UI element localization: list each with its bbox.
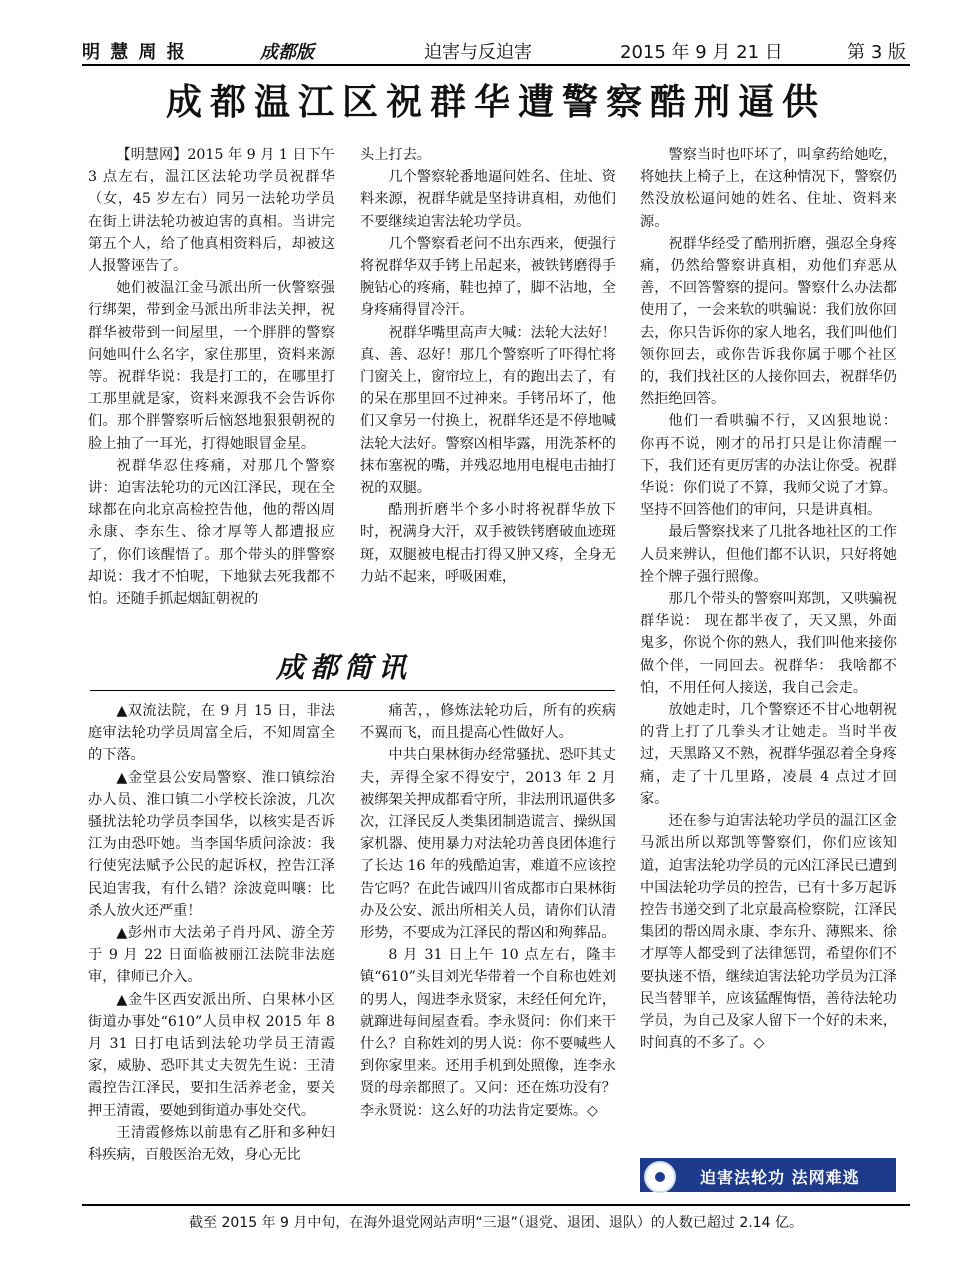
- briefs-divider: [90, 690, 615, 691]
- emblem-icon: [644, 1161, 676, 1193]
- article-paragraph: 几个警察看老问不出东西来，便强行将祝群华双手铐上吊起来，被铁铐磨得手腕钻心的疼痛，鞋也掉了，脚不沾地，全身疼痛得冒冷汗。: [360, 235, 616, 319]
- paper-name: 明 慧 周 报: [82, 42, 187, 63]
- article-title: 成都温江区祝群华遭警察酷刑逼供: [165, 82, 826, 123]
- article-paragraph: 最后警察找来了几批各地社区的工作人员来辨认，但他们都不认识，只好将她拴个牌子强行照像。: [640, 524, 897, 585]
- article-paragraph: 几个警察轮番地逼问姓名、住址、资料来源，祝群华就是坚持讲真相，劝他们不要继续迫害法轮功学员。: [360, 169, 616, 230]
- brief-paragraph: ▲双流法院，在 9 月 15 日，非法庭审法轮功学员周富全后，不知周富全的下落。: [88, 703, 335, 764]
- article-paragraph: 【明慧网】2015 年 9 月 1 日下午 3 点左右，温江区法轮功学员祝群华（女，45 岁左右）同另一法轮功学员在街上讲法轮功被迫害的真相。当讲完第五个人，给了他真相资料后，却被这人报警诬告了。: [88, 147, 335, 275]
- brief-paragraph: 中共白果林街办经常骚扰、恐吓其丈夫，弄得全家不得安宁，2013 年 2 月被绑架关押成都看守所，非法刑讯逼供多次，江泽民反人类集团制造谎言、操纵国家机器、使用暴力对法轮功善良团体進行了长达 16 年的残酷迫害，难道不应该控告它吗？在此告诫四川省成都市白果林街办及公安、派出所相关人员，请你们认清形势，不要成为江泽民的帮凶和殉葬品。: [360, 747, 616, 942]
- edition-label: 成都版: [260, 42, 314, 63]
- section-label: 迫害与反迫害: [424, 42, 532, 63]
- briefs-title: 成都简讯: [276, 651, 413, 684]
- article-paragraph: 祝群华经受了酷刑折磨，强忍全身疼痛，仍然给警察讲真相，劝他们弃恶从善，不回答警察的提问。警察什么办法都使用了，一会来软的哄骗说：我们放你回去，你只告诉你的家人地名，我们叫他们领你回去，或你告诉我你属于哪个社区的，我们找社区的人接你回去，祝群华仍然拒绝回答。: [640, 235, 897, 408]
- article-column-1: [88, 144, 335, 644]
- footer-rule: [82, 1204, 910, 1206]
- article-paragraph: 祝群华忍住疼痛，对那几个警察讲：迫害法轮功的元凶江泽民，现在全球都在向北京高检控告他，他的帮凶周永康、李东生、徐才厚等人都遭报应了，你们该醒悟了。那个带头的胖警察却说：我才不怕呢，下地狱去死我都不怕。还随手抓起烟缸朝祝的: [88, 457, 335, 608]
- article-paragraph: 警察当时也吓坏了，叫拿药给她吃，将她扶上椅子上，在这种情况下，警察仍然没放松逼问她的姓名、住址、资料来源。: [640, 147, 897, 230]
- footer-note: 截至 2015 年 9 月中旬，在海外退党网站声明“三退”（退党、退团、退队）的人数已超过 2.14 亿。: [189, 1215, 803, 1231]
- brief-paragraph: 8 月 31 日上午 10 点左右，隆丰镇“610”头目刘光华带着一个自称也姓刘的男人，闯进李永贤家，未经任何允许，就蹿进每间屋查看。李永贤问：你们来干什么？自称姓刘的男人说：你不要喊些人到你家里来。还用手机到处照像，连李永贤的母亲都照了。又问：还在炼功没有？李永贤说：这么好的功法肯定要炼。◇: [360, 947, 616, 1119]
- page-number: 第 3 版: [847, 42, 906, 63]
- article-paragraph: 放她走时，几个警察还不甘心地朝祝的背上打了几拳头才让她走。当时半夜过，天黑路又不熟，祝群华强忍着全身疼痛，走了十几里路，凌晨 4 点过才回家。: [640, 702, 897, 807]
- slogan-banner: [640, 1158, 896, 1192]
- article-paragraph: 那几个带头的警察叫郑凯，又哄骗祝群华说： 现在都半夜了，天又黑，外面鬼多，你说个你的熟人，我们叫他来接你做个伴，一同回去。祝群华： 我啥都不怕，不用任何人接送，我自己会走。: [640, 591, 897, 696]
- article-paragraph: 他们一看哄骗不行，又凶狠地说： 你再不说，刚才的吊打只是让你清醒一下，我们还有更厉害的办法让你受。祝群华说：你们说了不算，我师父说了才算。坚持不回答他们的审问，只是讲真相。: [640, 413, 897, 519]
- brief-paragraph: ▲金堂县公安局警察、淮口镇综治办人员、淮口镇二小学校长涂波，几次骚扰法轮功学员李国华，以核实是否诉江为由恐吓她。当李国华质问涂波：我行使宪法赋予公民的起诉权，控告江泽民迫害我，有什么错？涂波竟叫嚷：比杀人放火还严重！: [88, 769, 335, 919]
- page-header: [82, 34, 910, 66]
- article-paragraph: 还在参与迫害法轮功学员的温江区金马派出所以郑凯等警察们，你们应该知道，迫害法轮功学员的元凶江泽民已遭到中国法轮功学员的控告，已有十多万起诉控告书递交到了北京最高检察院，江泽民集团的帮凶周永康、李东升、薄熙来、徐才厚等人都受到了法律惩罚，希望你们不要执迷不悟，继续迫害法轮功学员为江泽民当替罪羊，应该猛醒悔悟，善待法轮功学员，为自己及家人留下一个好的未来，时间真的不多了。◇: [640, 813, 897, 1052]
- brief-paragraph: 王清霞修炼以前患有乙肝和多种妇科疾病，百般医治无效，身心无比: [88, 1124, 335, 1164]
- briefs-column-1: [88, 700, 335, 1195]
- article-paragraph: 酷刑折磨半个多小时将祝群华放下时，祝满身大汗，双手被铁铐磨破血迹斑斑，双腿被电棍击打得又肿又疼，全身无力站不起来，呼吸困难，: [360, 502, 616, 585]
- article-paragraph: 头上打去。: [360, 147, 431, 163]
- issue-date: 2015 年 9 月 21 日: [620, 42, 783, 63]
- article-paragraph: 祝群华嘴里高声大喊：法轮大法好！真、善、忍好！那几个警察听了吓得忙将门窗关上，窗帘垃上，有的跑出去了，有的呆在那里回不过神来。手铐吊坏了，他们又拿另一付换上，祝群华还是不停地喊法轮大法好。警察凶相毕露，用洗茶杯的抹布塞祝的嘴，并残忍地用电棍电击抽打祝的双腿。: [360, 324, 616, 497]
- article-paragraph: 她们被温江金马派出所一伙警察强行绑架，带到金马派出所非法关押，祝群华被带到一间屋里，一个胖胖的警察问她叫什么名字，家住那里，资料来源等。祝群华说：我是打工的，在哪里打工那里就是家，资料来源我不会告诉你们。那个胖警察听后恼怒地狠狠朝祝的脸上抽了一耳光，打得她眼冒金星。: [88, 280, 335, 452]
- brief-paragraph: ▲彭州市大法弟子肖丹风、游全芳于 9 月 22 日面临被丽江法院非法庭审，律师已介入。: [88, 925, 335, 986]
- article-column-2: [360, 144, 616, 644]
- brief-paragraph: ▲金牛区西安派出所、白果林小区街道办事处“610”人员申权 2015 年 8 月 31 日打电话到法轮功学员王清霞家，威胁、恐吓其丈夫贺先生说：王清霞控告江泽民，要扣生活养老金，要关押王清霞，要她到街道办事处交代。: [88, 991, 335, 1119]
- briefs-column-2: [360, 700, 616, 1195]
- article-column-3: [640, 144, 897, 1149]
- slogan-text: 迫害法轮功 法网难逃: [700, 1168, 860, 1187]
- brief-paragraph: 痛苦，，修炼法轮功后，所有的疾病不翼而飞，而且提高心性做好人。: [360, 703, 616, 742]
